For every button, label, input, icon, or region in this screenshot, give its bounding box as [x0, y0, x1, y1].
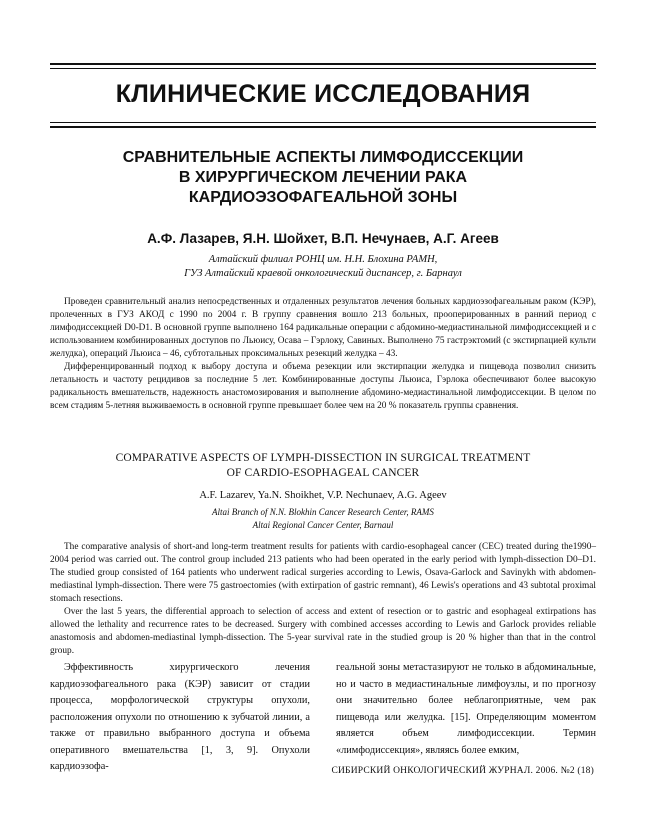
mid-rule-thick [50, 126, 596, 128]
section-title: КЛИНИЧЕСКИЕ ИССЛЕДОВАНИЯ [115, 80, 531, 108]
english-authors: A.F. Lazarev, Ya.N. Shoikhet, V.P. Nechunaev, A.G. Ageev [199, 490, 447, 501]
body-left-column: Эффективность хирургического лечения кардиоэзофагеального рака (КЭР) зависит от стадии процесса, морфологической структуры опухоли, расположения опухоли по отношению к зубчатой линии, а также от правильно выбранного доступа и объема оперативного вмешательства [1, 3, 9]. Опухоли кардиоэзофа- [50, 662, 310, 772]
english-title [0, 451, 646, 481]
top-rule-thin [50, 68, 596, 69]
abstract-ru-paragraph: Дифференцированный подход к выбору доступа и объема резекции или экстирпации желудка и пищевода позволил снизить летальность и частоту рецидивов за последние 5 лет. Комбинированные доступы Льюиса, Гэрлока обеспечивают более высокую радикальность вмешательств, надежность анастомозирования и выполнение абдомино-медиастинальной лимфодиссекции. В целом по всем стадиям 5-летняя выживаемость в основной группе превышает более чем на 20 % показатель группы сравнения. [50, 362, 596, 411]
mid-rule-thin [50, 122, 596, 123]
abstract-ru-paragraph: Проведен сравнительный анализ непосредственных и отдаленных результатов лечения больных кардиоэзофагеальным раком (КЭР), пролеченных в ГУЗ АКОД с 1990 по 2004 г. В группу сравнения вошло 213 больных, прооперированных в ранний период с лимфодиссекцией D0-D1. В основной группе выполнено 164 радикальные операции с абдомино-медиастинальной лимфодиссекцией и с использованием комбинированных доступов по Льюису, Осава – Гэрлоку, Савиных. Выполнено 75 гастрэктомий (с экстирпацией культи желудка), операций Льюиса – 46, субтотальных проксимальных резекций желудка – 43. [50, 297, 596, 359]
article-title-line: В ХИРУРГИЧЕСКОМ ЛЕЧЕНИИ РАКА [178, 169, 468, 186]
article-title-line: КАРДИОЭЗОФАГЕАЛЬНОЙ ЗОНЫ [188, 189, 458, 206]
english-affiliation [0, 506, 646, 531]
english-title-line: OF CARDIO-ESOPHAGEAL CANCER [226, 467, 420, 479]
english-affiliation-line: Altai Regional Cancer Center, Barnaul [252, 519, 394, 530]
abstract-en-paragraph: Over the last 5 years, the differential approach to selection of access and extent of resection or to gastric and esophageal extirpations has allowed the lethality and recurrence rates to be decreased. Surgery with combined accesses according to Lewis and Garlock provides reliable anastomosis and abdomen-mediastinal lymph-dissection. The 5-year survival rate in the studied group is 20 % higher than that in the control group. [50, 607, 596, 656]
article-title-line: СРАВНИТЕЛЬНЫЕ АСПЕКТЫ ЛИМФОДИССЕКЦИИ [122, 149, 524, 166]
journal-footer: СИБИРСКИЙ ОНКОЛОГИЧЕСКИЙ ЖУРНАЛ. 2006. №2 (18) [331, 766, 594, 776]
article-title [0, 148, 646, 208]
affiliation [0, 253, 646, 281]
top-rule-thick [50, 63, 596, 65]
abstract-ru [50, 296, 596, 413]
abstract-en [50, 541, 596, 658]
body-right-column: геальной зоны метастазируют не только в абдоминальные, но и часто в медиастинальные лимфоузлы, и по прогнозу они значительно более неблагоприятные, чем рак пищевода или желудка. [15]. Определяющим моментом является объем лимфодиссекции. Термин «лимфодиссекция», являясь более емким, [336, 662, 596, 756]
abstract-en-paragraph: The comparative analysis of short-and long-term treatment results for patients with cardio-esophageal cancer (CEC) treated during the1990–2004 period was carried out. The control group included 213 patients who had been operated in the early period with lymph-dissection D0–D1. The studied group consisted of 164 patients who underwent radical surgeries according to Lewis, Osava-Garlock and Savinykh with abdomen-mediastinal lymph-dissection. There were 75 gastroectomies (with extirpation of gastric remnant), 46 Lewis's operations and 43 subtotal proximal stomach resections. [50, 542, 596, 604]
english-title-line: COMPARATIVE ASPECTS OF LYMPH-DISSECTION IN SURGICAL TREATMENT [115, 452, 531, 464]
english-affiliation-line: Altai Branch of N.N. Blokhin Cancer Research Center, RAMS [212, 507, 434, 517]
authors: А.Ф. Лазарев, Я.Н. Шойхет, В.П. Нечунаев, А.Г. Агеев [147, 231, 499, 246]
affiliation-line: ГУЗ Алтайский краевой онкологический диспансер, г. Барнаул [184, 268, 462, 279]
affiliation-line: Алтайский филиал РОНЦ им. Н.Н. Блохина РАМН, [208, 254, 438, 265]
